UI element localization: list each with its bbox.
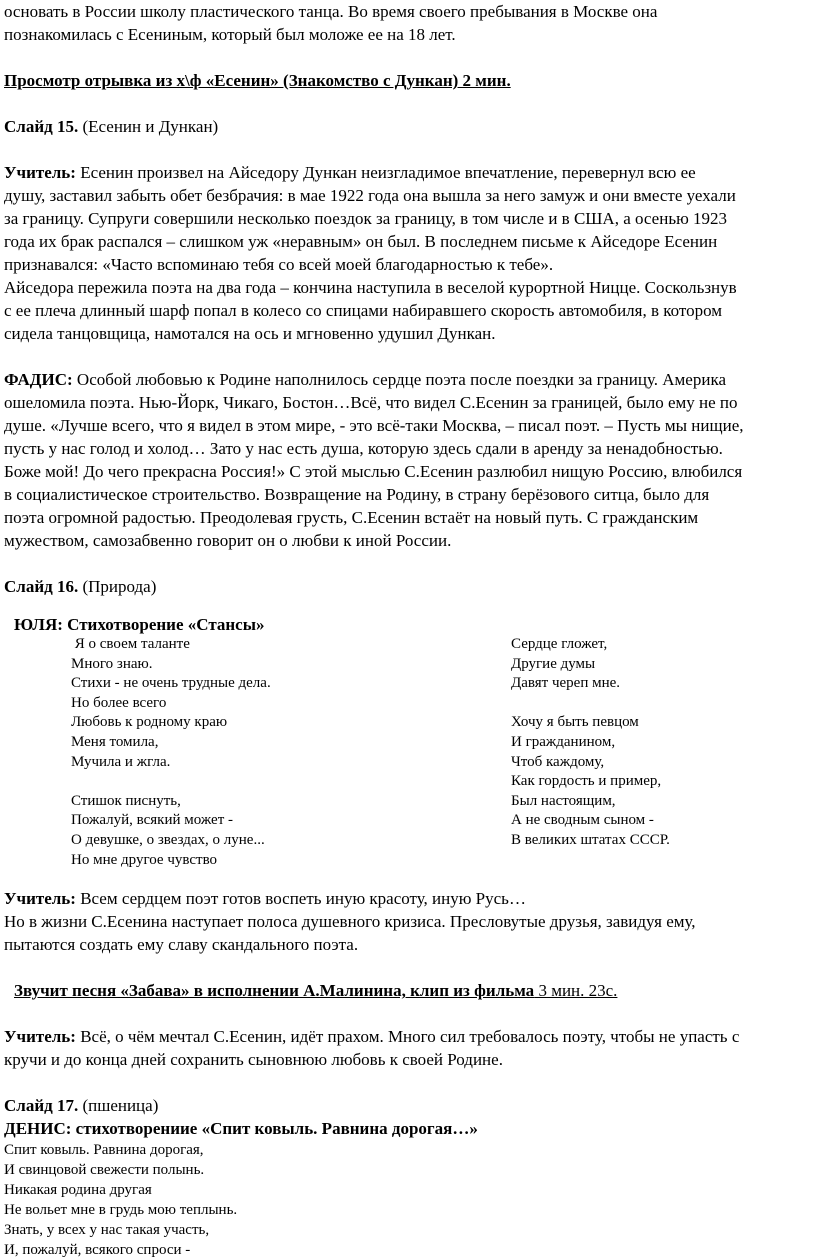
poem-line: А не сводным сыном - [511,812,654,829]
teacher-text: Всем сердцем поэт готов воспеть иную красоту, иную Русь… [75,889,526,909]
slide-15-heading [4,115,816,138]
slide-17-note: (пшеница) [78,1096,159,1116]
song-heading [4,979,816,1002]
teacher-paragraph-1 [4,161,816,345]
teacher-line: кручи и до конца дней сохранить сыновнюю любовь к своей Родине. [4,1050,503,1070]
teacher-line: пытаются создать ему славу скандального поэта. [4,935,359,955]
fadis-line: душе. «Лучше всего, что я видел в этом мире, - это всё-таки Москва, – писал поэт. – Пусть мы нищие, [4,416,744,435]
teacher-line: признавался: «Часто вспоминаю тебя со всей моей благодарностью к тебе». [4,255,554,274]
poem-line: Но мне другое чувство [71,851,218,868]
teacher-paragraph-3 [4,1025,816,1071]
film-heading-text: Просмотр отрывка из х\ф «Есенин» (Знакомство с Дункан) 2 мин. [4,71,511,90]
poem-line: Другие думы [511,655,596,672]
teacher-line: Айседора пережила поэта на два года – кончина наступила в веселой курортной Ницце. Соскользнув [4,278,737,297]
slide-15-note: (Есенин и Дункан) [78,117,219,136]
slide-15-label: Слайд 15. [4,117,79,136]
poem-line: И, пожалуй, всякого спроси - [4,1242,191,1259]
poem-line: Я о своем таланте [71,636,190,652]
poem-1-title: ЮЛЯ: Стихотворение «Стансы» [14,615,265,634]
poem-line [71,772,511,792]
poem-line: Меня томила, [71,733,159,750]
denis-title-text: ДЕНИС: стихотворениие «Спит ковыль. Равнина дорогая…» [4,1119,478,1139]
teacher-line: с ее плеча длинный шарф попал в колесо со спицами набиравшего скорость автомобиля, в котором [4,301,723,320]
poem-line: Спит ковыль. Равнина дорогая, [4,1142,204,1159]
teacher-paragraph-2 [4,887,816,956]
fadis-line: Боже мой! До чего прекрасна Россия!» С этой мыслью С.Есенин разлюбил нищую Россию, влюбился [4,462,743,481]
fadis-line: в социалистическое строительство. Возвращение на Родину, в страну берёзового ситца, было для [4,485,710,504]
teacher-line: душу, заставил забыть обет безбрачия: в мае 1922 года она вышла за него замуж и они вместе уехали [4,186,736,205]
slide-16-heading [4,575,816,598]
song-bold-text: Звучит песня «Забава» в исполнении А.Малинина, клип из фильма [14,981,535,1001]
denis-title [4,1117,816,1140]
teacher-line: года их брак распался – слишком уж «неравным» он был. В последнем письме к Айседоре Есенин [4,232,718,251]
teacher-line [4,161,816,184]
teacher-text: Есенин произвел на Айседору Дункан неизгладимое впечатление, перевернул всю ее [75,163,696,182]
fadis-line: ошеломила поэта. Нью-Йорк, Чикаго, Бостон…Всё, что видел С.Есенин за границей, было ему не по [4,393,738,412]
fadis-text: Особой любовью к Родине наполнилось сердце поэта после поездки за границу. Америка [72,370,726,389]
slide-16-note: (Природа) [78,577,157,596]
poem-line: О девушке, о звездах, о луне... [71,831,265,848]
poem-line: Никакая родина другая [4,1182,152,1199]
fadis-line [4,368,816,391]
song-duration: 3 мин. 23с. [534,981,618,1001]
poem-1 [4,635,816,870]
fadis-line: поэта огромной радостью. Преодолевая грусть, С.Есенин встаёт на новый путь. С гражданским [4,508,699,527]
intro-line-2: познакомилась с Есениным, который был моложе ее на 18 лет. [4,25,456,44]
poem-line: Но более всего [71,694,167,711]
song-heading-underline [14,981,617,1000]
teacher-line: Но в жизни С.Есенина наступает полоса душевного кризиса. Пресловутые друзья, завидуя ему, [4,912,696,932]
poem-1-right-column [511,635,811,870]
poem-line: Знать, у всех у нас такая участь, [4,1222,210,1239]
poem-line: Мучила и жгла. [71,753,171,770]
poem-line: Много знаю. [71,655,153,672]
teacher-line [4,1025,816,1048]
poem-line: Любовь к родному краю [71,714,228,731]
fadis-speaker: ФАДИС: [4,370,73,389]
teacher-speaker: Учитель: [4,1027,76,1047]
teacher-line: сидела танцовщица, намотался на ось и мгновенно удушил Дункан. [4,324,496,343]
poem-line: Стишок писнуть, [71,792,181,809]
poem-line: Пожалуй, всякий может - [71,812,234,829]
poem-line: Не вольет мне в грудь мою теплынь. [4,1202,238,1219]
teacher-speaker: Учитель: [4,889,76,909]
teacher-text: Всё, о чём мечтал С.Есенин, идёт прахом. Много сил требовалось поэту, чтобы не упасть с [75,1027,740,1047]
film-heading [4,69,816,92]
slide-16-label: Слайд 16. [4,577,79,596]
poem-line: Как гордость и пример, [511,773,662,790]
poem-2 [4,1140,816,1260]
fadis-line: мужеством, самозабвенно говорит он о любви к иной России. [4,531,452,550]
teacher-speaker: Учитель: [4,163,76,182]
fadis-line: пусть у нас голод и холод… Зато у нас есть душа, которую здесь сдали в аренду за ненадобностью. [4,439,723,458]
poem-line: В великих штатах СССР. [511,831,670,848]
slide-17-heading [4,1094,816,1117]
slide-17-label: Слайд 17. [4,1096,79,1116]
teacher-line: за границу. Супруги совершили несколько поездок за границу, в том числе и в США, а осенью 1923 [4,209,728,228]
teacher-line [4,887,816,910]
poem-line: Стихи - не очень трудные дела. [71,675,271,692]
poem-line: Давят череп мне. [511,675,621,692]
poem-line: И свинцовой свежести полынь. [4,1162,205,1179]
intro-line-1: основать в России школу пластического танца. Во время своего пребывания в Москве она [4,2,658,21]
poem-line: Чтоб каждому, [511,753,605,770]
poem-line: Хочу я быть певцом [511,714,639,731]
poem-line: Был настоящим, [511,792,616,809]
poem-line: И гражданином, [511,733,616,750]
poem-line: Сердце гложет, [511,636,608,652]
fadis-paragraph [4,368,816,552]
poem-line [511,694,811,714]
poem-1-left-column [71,635,511,870]
